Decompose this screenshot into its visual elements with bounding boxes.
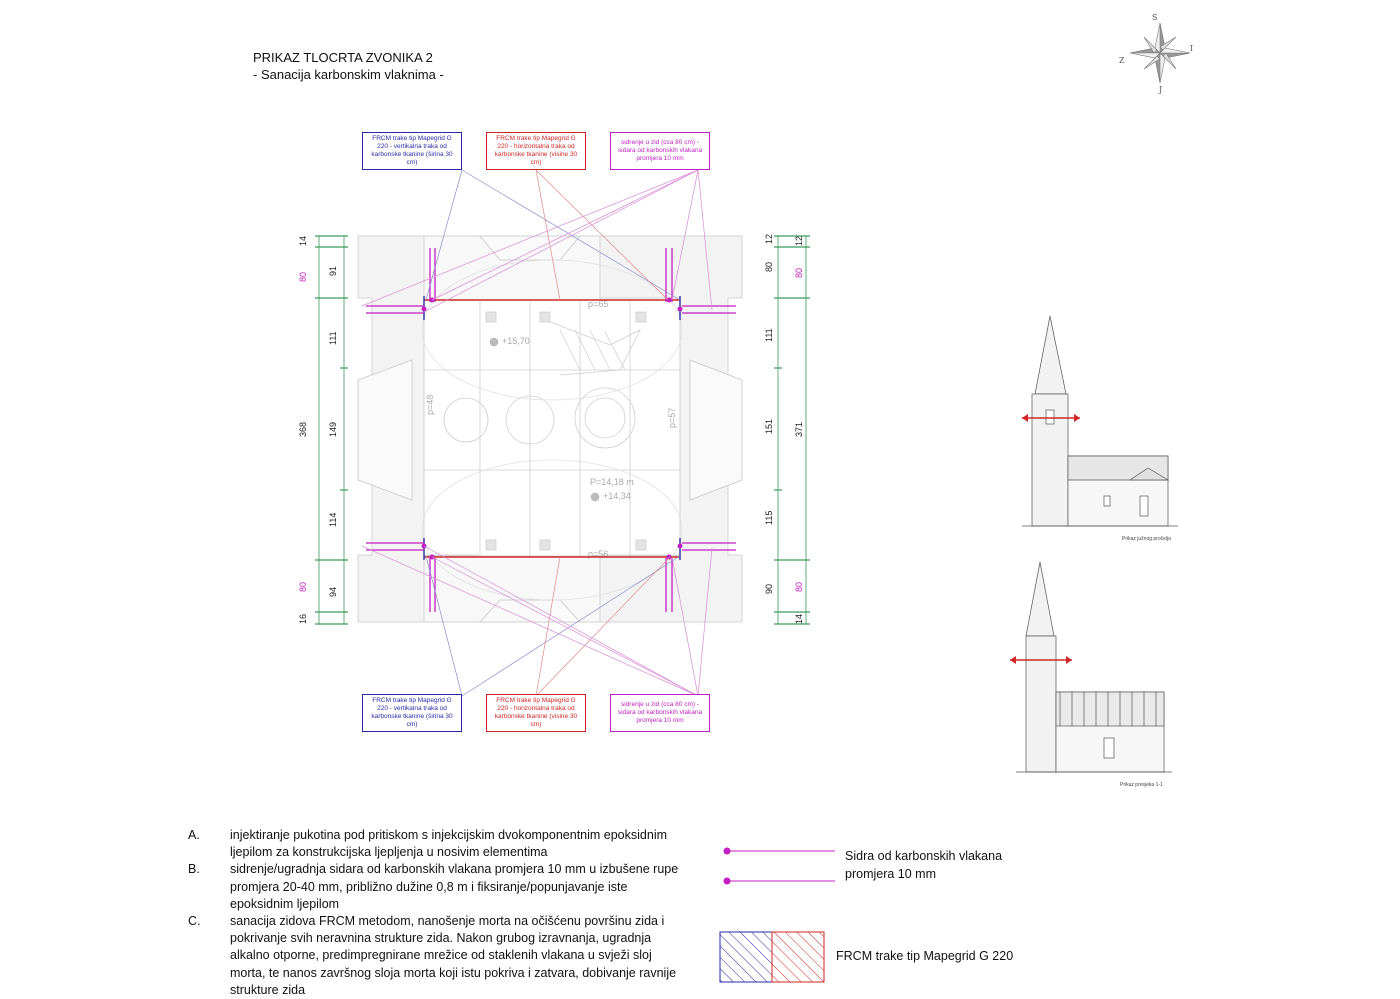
note-text: sidrenje/ugradnja sidara od karbonskih vlakana promjera 10 mm u izbušene rupe promjera 20-40 mm, približno dužine 0,8 m i fiksiranje/popunjavanje iste epoksidnim ljepilom <box>230 862 679 911</box>
area-label: P=14,18 m <box>590 477 634 487</box>
title-line-1: PRIKAZ TLOCRTA ZVONIKA 2 <box>253 50 433 65</box>
south-elevation-view <box>1022 316 1178 526</box>
note-text: sanacija zidova FRCM metodom, nanošenje morta na očišćenu površinu zida i pokrivanje svih neravnina strukture zida. Nakon grubog izravnanja, ugradnja alkalno otporne, predimpregnirane mrežice od staklenih vlakana u svježi sloj morta, te nanos završnog sloja morta koji istu pokriva i zatvara, dobivanje ravnije strukture zida <box>230 914 677 997</box>
dim-left-5: 114 <box>328 512 338 527</box>
dim-right-4: 151 <box>764 418 774 434</box>
note-text: injektiranje pukotina pod pritiskom s injekcijskim dvokomponentnim epoksidnim ljepilom za konstrukcijska ljepljenja u nosivim elementima <box>230 828 668 860</box>
dim-right-1: 12 <box>764 233 774 244</box>
dim-left-magenta-2: 80 <box>298 581 308 592</box>
section-view <box>1016 562 1172 772</box>
dim-right-top: 12 <box>794 235 804 246</box>
note-letter: C. <box>188 914 201 929</box>
notes-list <box>188 827 688 999</box>
dim-right-2: 80 <box>764 261 774 272</box>
note-letter: A. <box>188 828 200 842</box>
level-bottom-label: +14,34 <box>603 491 631 501</box>
south-view-caption: Prikaz južnog pročelja <box>1122 536 1171 542</box>
title-line-2: - Sanacija karbonskim vlaknima - <box>253 67 444 82</box>
dim-right-magenta-2: 80 <box>794 581 804 592</box>
dim-right-6: 90 <box>764 583 774 594</box>
callout-horizontal-strip-top: FRCM trake tip Mapegrid G 220 - horizontalna traka od karbonske tkanine (visine 30 cm) <box>486 132 586 170</box>
anchor-legend-symbol <box>727 851 835 881</box>
compass-east: I <box>1190 44 1194 53</box>
compass-north: S <box>1152 13 1158 22</box>
level-top-label: +15,70 <box>502 336 530 346</box>
compass-south: J <box>1159 85 1163 94</box>
anchor-legend-label: Sidra od karbonskih vlakana promjera 10 mm <box>845 849 1003 881</box>
note-c <box>188 913 688 999</box>
left-wall-label: p=48 <box>425 394 435 415</box>
compass-west: Z <box>1119 56 1125 65</box>
note-letter: B. <box>188 862 200 877</box>
section-caption: Prikaz presjeka 1-1 <box>1120 782 1163 788</box>
wall-mass <box>358 236 742 622</box>
dim-left-3: 111 <box>328 331 338 345</box>
callout-vertical-strip-top: FRCM trake tip Mapegrid G 220 - vertikalna traka od karbonske tkanine (širina 30 cm) <box>362 132 462 170</box>
dim-right-3: 111 <box>764 328 774 342</box>
dim-left-4: 149 <box>328 421 338 437</box>
strip-legend-label: FRCM trake tip Mapegrid G 220 <box>836 949 1014 963</box>
note-b <box>188 861 688 913</box>
callout-horizontal-strip-bottom: FRCM trake tip Mapegrid G 220 - horizontalna traka od karbonske tkanine (visine 30 cm) <box>486 694 586 732</box>
right-wall-label: p=57 <box>667 407 677 428</box>
dim-left-total: 368 <box>298 421 308 437</box>
top-wall-label: p=65 <box>588 299 609 309</box>
bottom-wall-label: p=56 <box>588 549 609 559</box>
vertical-carbon-strips <box>424 296 680 560</box>
dim-right-magenta-1: 80 <box>794 267 804 278</box>
note-a <box>188 827 688 861</box>
dim-right-total: 371 <box>794 421 804 437</box>
strip-legend-symbol <box>720 932 824 982</box>
floor-structure <box>422 260 682 600</box>
dim-left-7: 16 <box>298 613 308 624</box>
dim-left-6: 94 <box>328 586 338 597</box>
horizontal-carbon-strips <box>424 300 680 557</box>
dim-left-magenta-1: 80 <box>298 271 308 282</box>
dim-right-7: 14 <box>794 613 804 624</box>
callout-anchor-top: sidrenje u zid (cca 80 cm) - sidara od karbonskih vlakana promjera 10 mm <box>610 132 710 170</box>
dim-right-5: 115 <box>764 510 774 525</box>
callout-anchor-bottom: sidrenje u zid (cca 80 cm) - sidara od karbonskih vlakana promjera 10 mm <box>610 694 710 732</box>
callout-vertical-strip-bottom: FRCM trake tip Mapegrid G 220 - vertikalna traka od karbonske tkanine (širina 30 cm) <box>362 694 462 732</box>
dim-left-1: 14 <box>298 235 308 246</box>
dim-left-2: 91 <box>328 265 338 276</box>
